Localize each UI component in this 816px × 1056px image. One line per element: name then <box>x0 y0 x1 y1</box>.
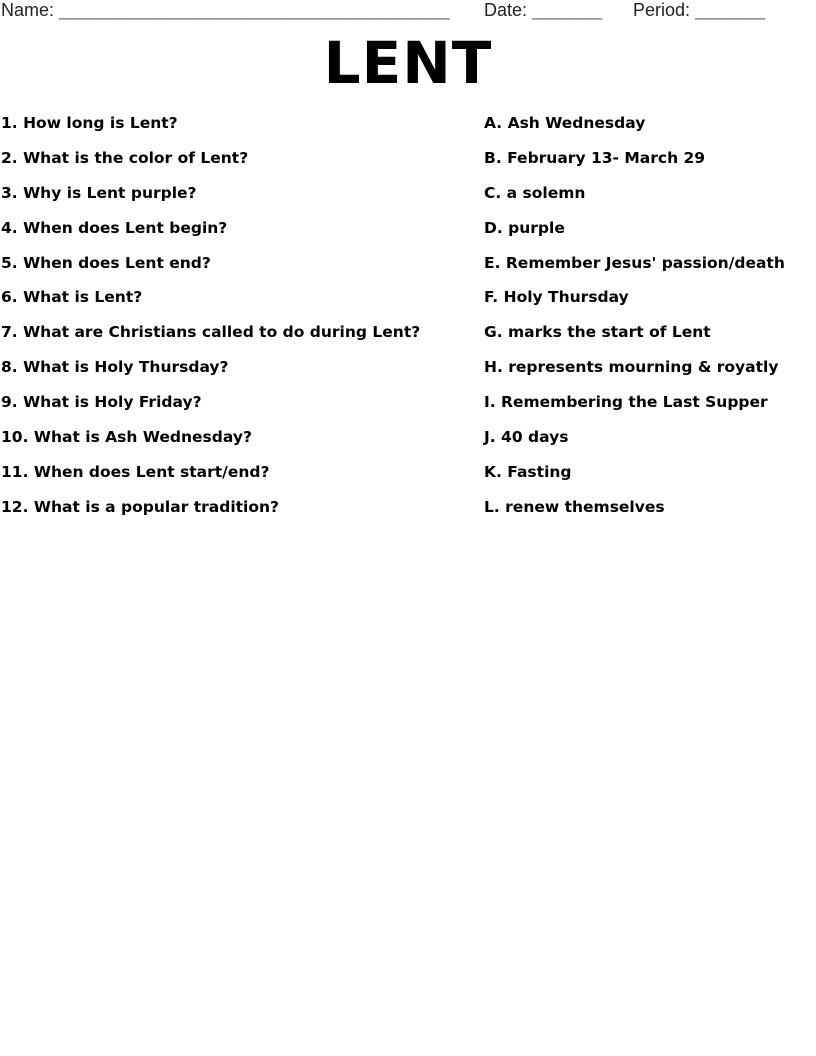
question-item-10: 10. What is Ash Wednesday? <box>1 428 252 447</box>
question-item-3: 3. Why is Lent purple? <box>1 183 197 202</box>
question-item-7: 7. What are Christians called to do during Lent? <box>1 323 421 342</box>
period-field[interactable] <box>633 0 765 20</box>
date-field[interactable] <box>484 0 602 20</box>
question-item-5: 5. When does Lent end? <box>1 253 211 272</box>
question-item-8: 8. What is Holy Thursday? <box>1 358 229 377</box>
answer-item-g: G. marks the start of Lent <box>484 323 711 342</box>
questions-list <box>1 112 471 531</box>
answer-item-k: K. Fasting <box>484 462 572 481</box>
page-title: LENT <box>323 29 493 97</box>
worksheet-header <box>0 0 816 24</box>
answer-item-j: J. 40 days <box>484 428 569 447</box>
answer-item-b: B. February 13- March 29 <box>484 148 706 167</box>
name-label: Name: <box>1 0 55 20</box>
answer-item-c: C. a solemn <box>484 183 586 202</box>
answer-item-e: E. Remember Jesus' passion/death <box>484 253 785 272</box>
question-item-2: 2. What is the color of Lent? <box>1 148 249 167</box>
answer-item-h: H. represents mourning & royatly <box>484 358 779 377</box>
answers-list <box>484 112 814 531</box>
question-item-4: 4. When does Lent begin? <box>1 218 228 237</box>
question-item-6: 6. What is Lent? <box>1 288 143 307</box>
question-item-9: 9. What is Holy Friday? <box>1 393 202 412</box>
answer-item-i: I. Remembering the Last Supper <box>484 393 768 412</box>
question-item-1: 1. How long is Lent? <box>1 114 178 132</box>
answer-item-a: A. Ash Wednesday <box>484 114 646 132</box>
name-blank-line[interactable]: _______________________________________ <box>59 0 450 20</box>
question-item-11: 11. When does Lent start/end? <box>1 462 270 481</box>
answer-item-f: F. Holy Thursday <box>484 288 629 307</box>
question-item-12: 12. What is a popular tradition? <box>1 497 280 516</box>
period-blank-line[interactable]: _______ <box>695 0 766 20</box>
date-blank-line[interactable]: _______ <box>532 0 603 20</box>
period-label: Period: <box>633 0 691 20</box>
answer-item-d: D. purple <box>484 218 565 237</box>
name-field[interactable] <box>1 0 449 20</box>
date-label: Date: <box>484 0 528 20</box>
answer-item-l: L. renew themselves <box>484 497 665 516</box>
